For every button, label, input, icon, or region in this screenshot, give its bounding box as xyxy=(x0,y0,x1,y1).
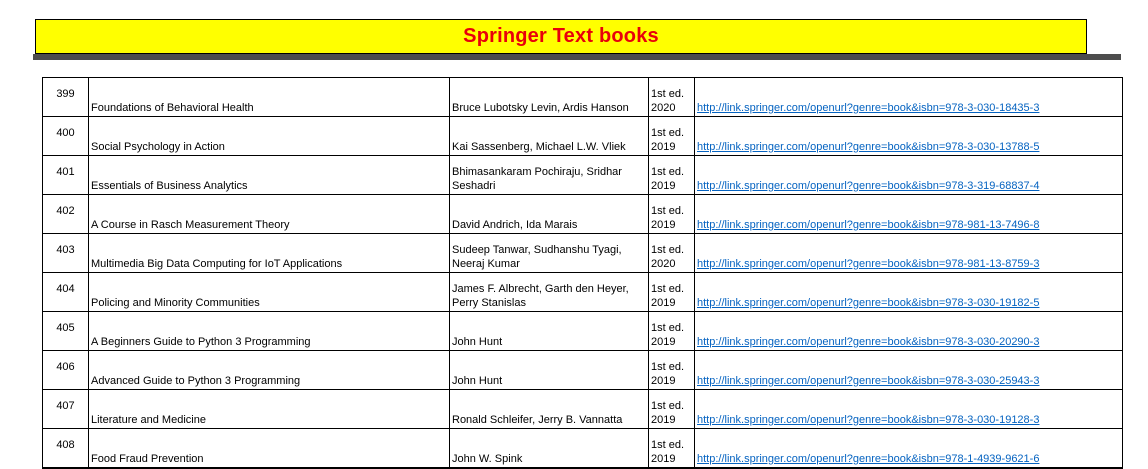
book-authors-cell xyxy=(450,390,649,429)
book-year: 2019 xyxy=(651,453,676,465)
book-authors-cell xyxy=(450,429,649,469)
book-title-cell xyxy=(89,390,450,429)
row-number: 406 xyxy=(56,361,75,373)
book-link-cell xyxy=(695,156,1123,195)
book-title: Literature and Medicine xyxy=(91,414,206,426)
book-title-cell xyxy=(89,312,450,351)
book-link[interactable]: http://link.springer.com/openurl?genre=book&isbn=978-3-030-20290-3 xyxy=(697,336,1040,348)
book-edition: 1st ed. xyxy=(651,88,685,100)
book-authors: James F. Albrecht, Garth den Heyer, Perry Stanislas xyxy=(452,283,629,309)
book-year: 2020 xyxy=(651,102,676,114)
book-edition: 1st ed. xyxy=(651,205,685,217)
row-number-cell xyxy=(43,312,89,351)
row-number-cell xyxy=(43,78,89,117)
book-year: 2019 xyxy=(651,414,676,426)
book-authors-cell xyxy=(450,351,649,390)
row-number-cell xyxy=(43,234,89,273)
book-year: 2020 xyxy=(651,258,676,270)
books-table xyxy=(42,77,1123,469)
book-authors: Ronald Schleifer, Jerry B. Vannatta xyxy=(452,414,623,426)
row-number: 400 xyxy=(56,127,75,139)
book-authors-cell xyxy=(450,273,649,312)
book-edition: 1st ed. xyxy=(651,400,685,412)
book-authors: Sudeep Tanwar, Sudhanshu Tyagi, Neeraj Kumar xyxy=(452,244,622,270)
book-title: Social Psychology in Action xyxy=(91,141,225,153)
book-edition-cell xyxy=(649,312,695,351)
book-link-cell xyxy=(695,273,1123,312)
table-row xyxy=(43,78,1123,117)
book-link-cell xyxy=(695,78,1123,117)
table-row xyxy=(43,273,1123,312)
book-year: 2019 xyxy=(651,297,676,309)
row-number: 402 xyxy=(56,205,75,217)
book-authors-cell xyxy=(450,234,649,273)
book-year: 2019 xyxy=(651,336,676,348)
table-row xyxy=(43,390,1123,429)
header-divider xyxy=(33,54,1121,60)
page-title: Springer Text books xyxy=(463,25,659,47)
book-title: Food Fraud Prevention xyxy=(91,453,204,465)
book-link[interactable]: http://link.springer.com/openurl?genre=book&isbn=978-3-030-13788-5 xyxy=(697,141,1040,153)
book-title-cell xyxy=(89,234,450,273)
book-title-cell xyxy=(89,351,450,390)
book-title-cell xyxy=(89,117,450,156)
book-edition-cell xyxy=(649,351,695,390)
book-edition: 1st ed. xyxy=(651,283,685,295)
book-authors: John Hunt xyxy=(452,375,503,387)
book-link[interactable]: http://link.springer.com/openurl?genre=book&isbn=978-3-030-19128-3 xyxy=(697,414,1040,426)
book-title-cell xyxy=(89,195,450,234)
row-number-cell xyxy=(43,195,89,234)
book-link[interactable]: http://link.springer.com/openurl?genre=book&isbn=978-1-4939-9621-6 xyxy=(697,453,1040,465)
book-authors: Bhimasankaram Pochiraju, Sridhar Seshadri xyxy=(452,166,622,192)
book-title: Advanced Guide to Python 3 Programming xyxy=(91,375,301,387)
book-link[interactable]: http://link.springer.com/openurl?genre=book&isbn=978-3-030-19182-5 xyxy=(697,297,1040,309)
book-link[interactable]: http://link.springer.com/openurl?genre=book&isbn=978-3-319-68837-4 xyxy=(697,180,1040,192)
book-edition-cell xyxy=(649,390,695,429)
book-authors-cell xyxy=(450,195,649,234)
book-title-cell xyxy=(89,429,450,469)
book-edition-cell xyxy=(649,78,695,117)
book-title: Multimedia Big Data Computing for IoT Applications xyxy=(91,258,343,270)
book-authors: John Hunt xyxy=(452,336,503,348)
book-edition: 1st ed. xyxy=(651,166,685,178)
row-number: 404 xyxy=(56,283,75,295)
book-link-cell xyxy=(695,351,1123,390)
book-edition: 1st ed. xyxy=(651,244,685,256)
book-link-cell xyxy=(695,117,1123,156)
book-edition-cell xyxy=(649,429,695,469)
book-link-cell xyxy=(695,390,1123,429)
book-edition: 1st ed. xyxy=(651,361,685,373)
book-authors: Bruce Lubotsky Levin, Ardis Hanson xyxy=(452,102,629,114)
book-title-cell xyxy=(89,78,450,117)
row-number: 403 xyxy=(56,244,75,256)
book-link-cell xyxy=(695,195,1123,234)
book-link[interactable]: http://link.springer.com/openurl?genre=book&isbn=978-981-13-8759-3 xyxy=(697,258,1040,270)
book-authors-cell xyxy=(450,156,649,195)
book-edition-cell xyxy=(649,156,695,195)
book-title: A Beginners Guide to Python 3 Programming xyxy=(91,336,311,348)
book-link[interactable]: http://link.springer.com/openurl?genre=book&isbn=978-981-13-7496-8 xyxy=(697,219,1040,231)
book-year: 2019 xyxy=(651,375,676,387)
table-row xyxy=(43,234,1123,273)
row-number: 399 xyxy=(56,88,75,100)
row-number-cell xyxy=(43,351,89,390)
book-edition: 1st ed. xyxy=(651,439,685,451)
book-authors: Kai Sassenberg, Michael L.W. Vliek xyxy=(452,141,626,153)
book-year: 2019 xyxy=(651,180,676,192)
row-number: 408 xyxy=(56,439,75,451)
book-link-cell xyxy=(695,234,1123,273)
book-authors-cell xyxy=(450,117,649,156)
book-year: 2019 xyxy=(651,219,676,231)
book-title-cell xyxy=(89,273,450,312)
book-title: Foundations of Behavioral Health xyxy=(91,102,254,114)
book-year: 2019 xyxy=(651,141,676,153)
book-title: Essentials of Business Analytics xyxy=(91,180,248,192)
header-banner xyxy=(35,19,1087,54)
table-row xyxy=(43,117,1123,156)
row-number: 405 xyxy=(56,322,75,334)
book-title: Policing and Minority Communities xyxy=(91,297,260,309)
book-edition-cell xyxy=(649,234,695,273)
row-number-cell xyxy=(43,273,89,312)
book-authors: John W. Spink xyxy=(452,453,523,465)
row-number-cell xyxy=(43,117,89,156)
book-title: A Course in Rasch Measurement Theory xyxy=(91,219,290,231)
book-edition-cell xyxy=(649,117,695,156)
book-title-cell xyxy=(89,156,450,195)
table-row xyxy=(43,195,1123,234)
table-row xyxy=(43,429,1123,469)
book-edition: 1st ed. xyxy=(651,322,685,334)
book-link[interactable]: http://link.springer.com/openurl?genre=book&isbn=978-3-030-18435-3 xyxy=(697,102,1040,114)
books-table-body xyxy=(43,78,1123,469)
row-number-cell xyxy=(43,429,89,469)
book-edition: 1st ed. xyxy=(651,127,685,139)
book-link[interactable]: http://link.springer.com/openurl?genre=book&isbn=978-3-030-25943-3 xyxy=(697,375,1040,387)
table-row xyxy=(43,351,1123,390)
book-edition-cell xyxy=(649,273,695,312)
book-authors-cell xyxy=(450,78,649,117)
book-link-cell xyxy=(695,312,1123,351)
book-authors-cell xyxy=(450,312,649,351)
row-number-cell xyxy=(43,156,89,195)
book-edition-cell xyxy=(649,195,695,234)
row-number: 407 xyxy=(56,400,75,412)
row-number-cell xyxy=(43,390,89,429)
table-row xyxy=(43,312,1123,351)
row-number: 401 xyxy=(56,166,75,178)
book-link-cell xyxy=(695,429,1123,469)
table-row xyxy=(43,156,1123,195)
book-authors: David Andrich, Ida Marais xyxy=(452,219,578,231)
